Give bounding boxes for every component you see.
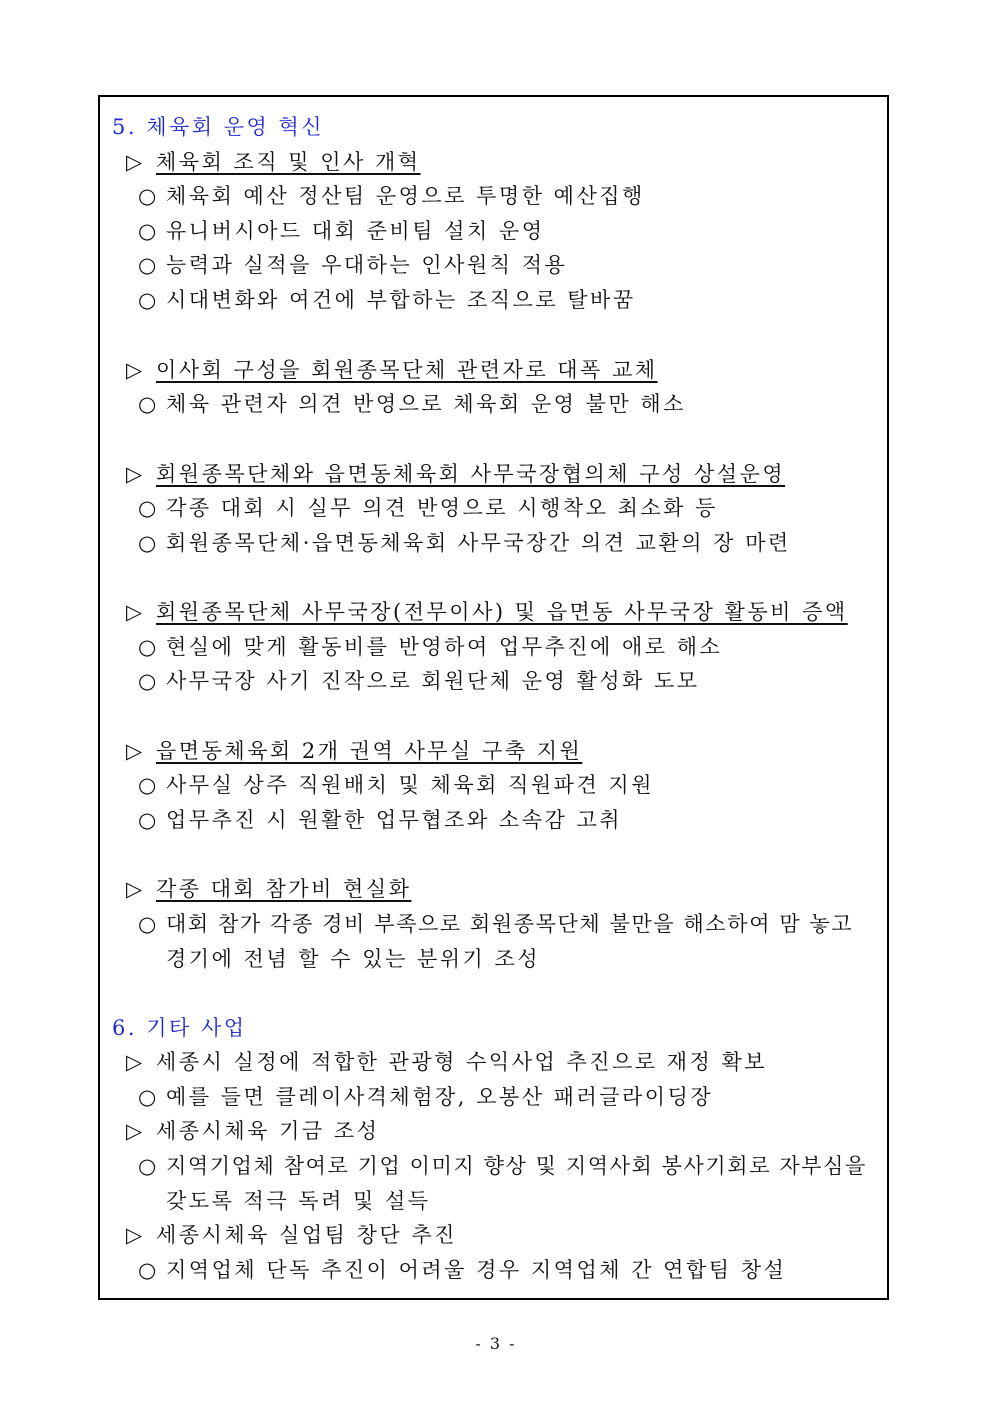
bullet-icon: ○ bbox=[138, 531, 157, 555]
sub-heading: ▷ 이사회 구성을 회원종목단체 관련자로 대폭 교체 bbox=[126, 358, 658, 382]
triangle-icon: ▷ bbox=[126, 1050, 143, 1074]
bullet-icon: ○ bbox=[138, 392, 157, 416]
list-item: ○ 지역업체 단독 추진이 어려울 경우 지역업체 간 연합팀 창설 bbox=[138, 1258, 787, 1282]
sub-heading: ▷ 각종 대회 참가비 현실화 bbox=[126, 877, 412, 901]
bullet-icon: ○ bbox=[138, 669, 157, 693]
triangle-icon: ▷ bbox=[126, 739, 143, 763]
bullet-icon: ○ bbox=[138, 253, 157, 277]
page-number: - 3 - bbox=[475, 1334, 517, 1353]
list-item: ○ 지역기업체 참여로 기업 이미지 향상 및 지역사회 봉사기회로 자부심을 bbox=[138, 1154, 867, 1178]
sub-heading: ▷ 체육회 조직 및 인사 개혁 bbox=[126, 150, 421, 174]
bullet-icon: ○ bbox=[138, 184, 157, 208]
triangle-icon: ▷ bbox=[126, 877, 143, 901]
bullet-icon: ○ bbox=[138, 912, 157, 936]
list-item: ○ 유니버시아드 대회 준비팀 설치 운영 bbox=[138, 219, 545, 243]
list-item: ○ 각종 대회 시 실무 의견 반영으로 시행착오 최소화 등 bbox=[138, 496, 718, 520]
bullet-icon: ○ bbox=[138, 496, 157, 520]
section-title: 6. 기타 사업 bbox=[112, 1016, 247, 1040]
triangle-icon: ▷ bbox=[126, 358, 143, 382]
bullet-icon: ○ bbox=[138, 773, 157, 797]
sub-heading: ▷ 회원종목단체 사무국장(전무이사) 및 읍면동 사무국장 활동비 증액 bbox=[126, 600, 848, 624]
list-item: ○ 사무실 상주 직원배치 및 체육회 직원파견 지원 bbox=[138, 773, 654, 797]
triangle-icon: ▷ bbox=[126, 600, 143, 624]
list-item: ○ 업무추진 시 원활한 업무협조와 소속감 고취 bbox=[138, 808, 623, 832]
sub-heading: ▷ 회원종목단체와 읍면동체육회 사무국장협의체 구성 상설운영 bbox=[126, 462, 786, 486]
list-item-continuation: 경기에 전념 할 수 있는 분위기 조성 bbox=[166, 947, 541, 971]
triangle-icon: ▷ bbox=[126, 1119, 143, 1143]
list-item: ○ 현실에 맞게 활동비를 반영하여 업무추진에 애로 해소 bbox=[138, 635, 723, 659]
sub-heading: ▷ 세종시체육 기금 조성 bbox=[126, 1119, 380, 1143]
list-item-continuation: 갖도록 적극 독려 및 설득 bbox=[166, 1189, 431, 1213]
triangle-icon: ▷ bbox=[126, 1223, 143, 1247]
list-item: ○ 체육회 예산 정산팀 운영으로 투명한 예산집행 bbox=[138, 184, 645, 208]
list-item: ○ 회원종목단체·읍면동체육회 사무국장간 의견 교환의 장 마련 bbox=[138, 531, 791, 555]
list-item: ○ 능력과 실적을 우대하는 인사원칙 적용 bbox=[138, 253, 568, 277]
list-item: ○ 사무국장 사기 진작으로 회원단체 운영 활성화 도모 bbox=[138, 669, 700, 693]
triangle-icon: ▷ bbox=[126, 150, 143, 174]
section-title: 5. 체육회 운영 혁신 bbox=[112, 115, 325, 139]
list-item: ○ 체육 관련자 의견 반영으로 체육회 운영 불만 해소 bbox=[138, 392, 686, 416]
bullet-icon: ○ bbox=[138, 1085, 157, 1109]
list-item: ○ 시대변화와 여건에 부합하는 조직으로 탈바꿈 bbox=[138, 288, 636, 312]
bullet-icon: ○ bbox=[138, 808, 157, 832]
bullet-icon: ○ bbox=[138, 219, 157, 243]
bullet-icon: ○ bbox=[138, 288, 157, 312]
sub-heading: ▷ 세종시 실정에 적합한 관광형 수익사업 추진으로 재정 확보 bbox=[126, 1050, 768, 1074]
triangle-icon: ▷ bbox=[126, 462, 143, 486]
list-item: ○ 대회 참가 각종 경비 부족으로 회원종목단체 불만을 해소하여 맘 놓고 bbox=[138, 912, 854, 936]
bullet-icon: ○ bbox=[138, 635, 157, 659]
bullet-icon: ○ bbox=[138, 1258, 157, 1282]
sub-heading: ▷ 세종시체육 실업팀 창단 추진 bbox=[126, 1223, 457, 1247]
sub-heading: ▷ 읍면동체육회 2개 권역 사무실 구축 지원 bbox=[126, 739, 583, 763]
bullet-icon: ○ bbox=[138, 1154, 157, 1178]
list-item: ○ 예를 들면 클레이사격체험장, 오봉산 패러글라이딩장 bbox=[138, 1085, 714, 1109]
